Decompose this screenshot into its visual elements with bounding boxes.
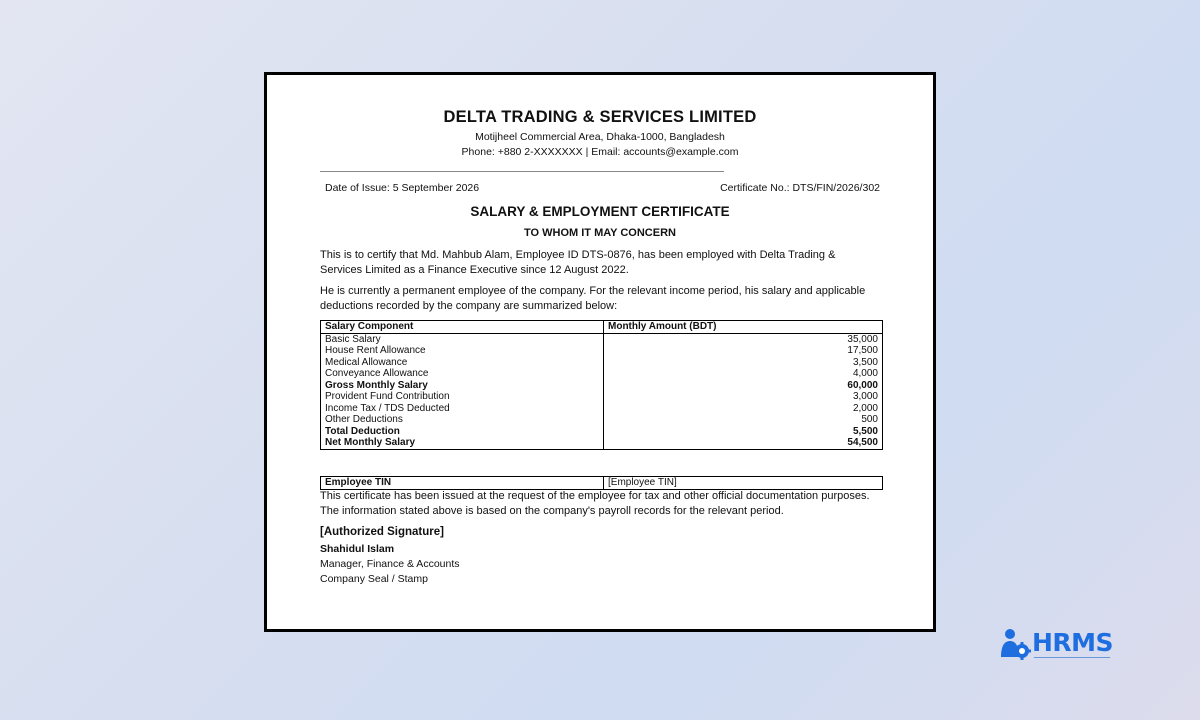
table-row <box>321 403 883 415</box>
signatory-name: Shahidul Islam <box>320 543 395 555</box>
amount-cell: 3,500 <box>604 357 883 369</box>
component-cell: Income Tax / TDS Deducted <box>321 403 604 415</box>
certificate-number: Certificate No.: DTS/FIN/2026/302 <box>720 182 880 194</box>
component-cell: Basic Salary <box>321 333 604 345</box>
employment-paragraph: He is currently a permanent employee of the company. For the relevant income period, his salary and applicable deductions recorded by the company are summarized below: <box>320 285 866 312</box>
signature-placeholder: [Authorized Signature] <box>320 526 444 538</box>
table-row <box>321 357 883 369</box>
company-seal-label: Company Seal / Stamp <box>320 573 428 585</box>
amount-cell: 5,500 <box>604 426 883 438</box>
table-row <box>321 368 883 380</box>
component-cell: Total Deduction <box>321 426 604 438</box>
amount-cell: 17,500 <box>604 345 883 357</box>
intro-paragraph: This is to certify that Md. Mahbub Alam, Employee ID DTS-0876, has been employed with Delta Trading & Services Limited as a Finance Executive since 12 August 2022. <box>320 249 836 276</box>
component-cell: Net Monthly Salary <box>321 437 604 449</box>
certificate-subtitle: TO WHOM IT MAY CONCERN <box>524 227 676 239</box>
logo-text: HRMS <box>1032 628 1114 657</box>
table-row <box>321 333 883 345</box>
table-row <box>321 391 883 403</box>
amount-cell: 54,500 <box>604 437 883 449</box>
amount-cell: 35,000 <box>604 333 883 345</box>
column-header: Salary Component <box>321 321 604 334</box>
signatory-designation: Manager, Finance & Accounts <box>320 558 460 570</box>
amount-cell: 3,000 <box>604 391 883 403</box>
table-row <box>321 345 883 357</box>
amount-cell: 60,000 <box>604 380 883 392</box>
tin-value: [Employee TIN] <box>604 477 883 490</box>
component-cell: House Rent Allowance <box>321 345 604 357</box>
person-gear-icon <box>1000 627 1034 661</box>
component-cell: Conveyance Allowance <box>321 368 604 380</box>
component-cell: Provident Fund Contribution <box>321 391 604 403</box>
company-contact: Phone: +880 2-XXXXXXX | Email: accounts@example.com <box>461 146 739 158</box>
component-cell: Other Deductions <box>321 414 604 426</box>
amount-cell: 4,000 <box>604 368 883 380</box>
net-salary-row <box>321 437 883 449</box>
certificate-title: SALARY & EMPLOYMENT CERTIFICATE <box>470 204 730 219</box>
date-of-issue: Date of Issue: 5 September 2026 <box>325 182 480 194</box>
table-header-row <box>321 321 883 334</box>
tin-label: Employee TIN <box>321 477 604 490</box>
total-deduction-row <box>321 426 883 438</box>
amount-cell: 2,000 <box>604 403 883 415</box>
tin-table <box>320 476 883 490</box>
company-address: Motijheel Commercial Area, Dhaka-1000, Bangladesh <box>475 131 725 143</box>
certificate-document <box>264 72 936 632</box>
component-cell: Medical Allowance <box>321 357 604 369</box>
gross-salary-row <box>321 380 883 392</box>
company-name: DELTA TRADING & SERVICES LIMITED <box>443 108 757 126</box>
table-row <box>321 414 883 426</box>
header-divider <box>320 171 724 172</box>
column-header: Monthly Amount (BDT) <box>604 321 883 334</box>
salary-table <box>320 320 883 450</box>
component-cell: Gross Monthly Salary <box>321 380 604 392</box>
logo-underline <box>1034 657 1110 658</box>
purpose-paragraph: This certificate has been issued at the request of the employee for tax and other official documentation purposes. The information stated above is based on the company's payroll records for the relevant period. <box>320 490 870 517</box>
tin-row <box>321 477 883 490</box>
amount-cell: 500 <box>604 414 883 426</box>
hrms-logo <box>1000 627 1112 663</box>
